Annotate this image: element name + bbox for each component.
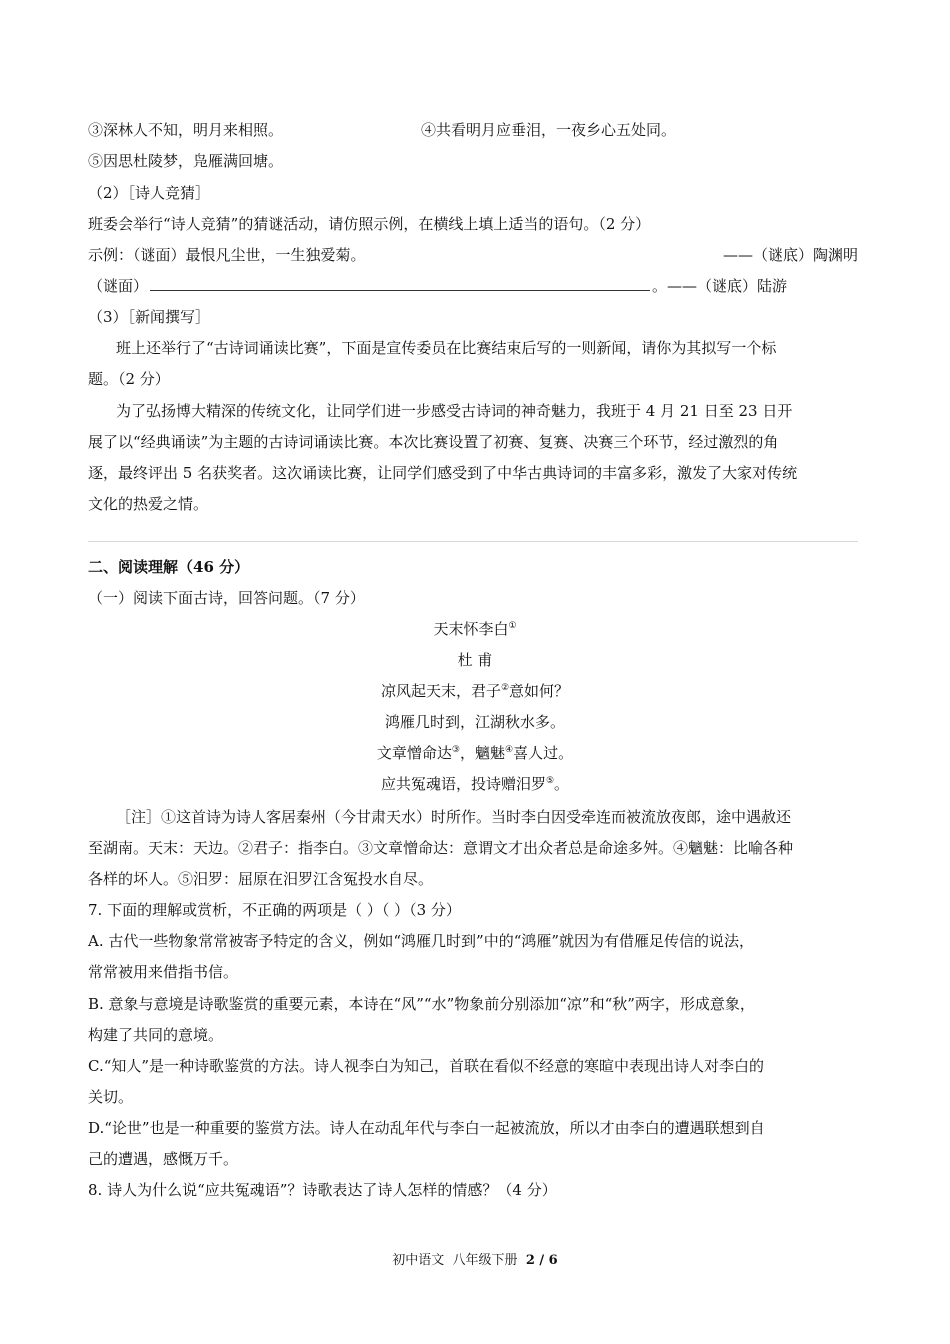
option-a-1: A. 古代一些物象常常被寄予特定的含义，例如“鸿雁几时到”中的“鸿雁”就因为有借雁足传信的说法， — [88, 932, 755, 950]
news-heading: （3）［新闻撰写］ — [88, 308, 211, 326]
guess-blank-answer: 。——（谜底）陆游 — [652, 277, 788, 295]
note-mark: ② — [500, 683, 510, 693]
guess-blank-row — [88, 276, 787, 296]
poem-line-5: ⑤因思杜陵梦，凫雁满回塘。 — [88, 152, 284, 170]
poem-line-3: ③深林人不知，明月来相照。 — [88, 121, 284, 139]
verse-text: ，魑魅 — [459, 744, 505, 762]
option-c-2: 关切。 — [88, 1088, 134, 1106]
guess-blank-label: （谜面） — [88, 277, 149, 295]
option-c-1: C.“知人”是一种诗歌鉴赏的方法。诗人视李白为知己，首联在看似不经意的寒暄中表现出诗人对李白的 — [88, 1057, 765, 1075]
guess-example: 示例：（谜面）最恨凡尘世，一生独爱菊。 — [88, 246, 366, 264]
poem-line-4: ④共看明月应垂泪，一夜乡心五处同。 — [421, 121, 677, 139]
notes-3: 各样的坏人。⑤汨罗：屈原在汨罗江含冤投水自尽。 — [88, 870, 434, 888]
question-7: 7. 下面的理解或赏析，不正确的两项是（ ）（ ）（3 分） — [88, 901, 461, 919]
note-mark: ⑤ — [545, 776, 555, 786]
verse-text: 凉风起天末，君子 — [380, 682, 501, 700]
answer-blank-line[interactable] — [150, 276, 650, 291]
question-8: 8. 诗人为什么说“应共冤魂语”？诗歌表达了诗人怎样的情感？（4 分） — [88, 1181, 557, 1199]
option-d-2: 己的遭遇，感慨万千。 — [88, 1150, 239, 1168]
page-number: 2 / 6 — [525, 1253, 558, 1268]
option-b-2: 构建了共同的意境。 — [88, 1026, 224, 1044]
guess-instruction: 班委会举行“诗人竞猜”的猜谜活动，请仿照示例，在横线上填上适当的语句。（2 分） — [88, 215, 651, 233]
option-a-2: 常常被用来借指书信。 — [88, 963, 239, 981]
footer-label: 初中语文 八年级下册 — [392, 1253, 526, 1268]
poem-verse-4 — [0, 774, 950, 794]
news-body-4: 文化的热爱之情。 — [88, 495, 209, 513]
verse-text: 意如何？ — [509, 682, 570, 700]
poem-verse-1 — [0, 681, 950, 701]
poem-title — [0, 619, 950, 639]
notes-1: ［注］①这首诗为诗人客居秦州（今甘肃天水）时所作。当时李白因受牵连而被流放夜郎，途中遇赦还 — [116, 808, 792, 826]
verse-text: 文章憎命达 — [376, 744, 452, 762]
verse-text: 应共冤魂语，投诗赠汨罗 — [380, 775, 546, 793]
note-mark: ④ — [505, 745, 514, 755]
guess-example-answer: ——（谜底）陶渊明 — [722, 246, 858, 264]
news-instruction-2: 题。（2 分） — [88, 370, 170, 388]
section-divider — [88, 541, 858, 542]
news-instruction-1: 班上还举行了“古诗词诵读比赛”，下面是宣传委员在比赛结束后写的一则新闻，请你为其拟写一个标 — [116, 339, 777, 357]
poem-verse-3 — [0, 743, 950, 763]
note-mark: ③ — [451, 745, 460, 755]
poem-title-text: 天末怀李白 — [433, 620, 509, 638]
verse-text: 喜人过。 — [513, 744, 574, 762]
news-body-1: 为了弘扬博大精深的传统文化，让同学们进一步感受古诗词的神奇魅力，我班于 4 月 21 日至 23 日开 — [116, 402, 793, 420]
option-b-1: B. 意象与意境是诗歌鉴赏的重要元素，本诗在“风”“水”物象前分别添加“凉”和“秋”两字，形成意象， — [88, 995, 755, 1013]
section2-title: 二、阅读理解（46 分） — [88, 558, 250, 576]
note-mark: ① — [508, 621, 517, 631]
poem-author: 杜 甫 — [457, 651, 493, 669]
page-footer — [0, 1249, 950, 1268]
guess-heading: （2）［诗人竞猜］ — [88, 184, 211, 202]
news-body-3: 逐，最终评出 5 名获奖者。这次诵读比赛，让同学们感受到了中华古典诗词的丰富多彩，激发了大家对传统 — [88, 464, 798, 482]
section2-part1: （一）阅读下面古诗，回答问题。（7 分） — [88, 589, 365, 607]
notes-2: 至湖南。天末：天边。②君子：指李白。③文章憎命达：意谓文才出众者总是命途多舛。④魑魅：比喻各种 — [88, 839, 794, 857]
verse-text: 。 — [554, 775, 570, 793]
poem-verse-2: 鸿雁几时到，江湖秋水多。 — [384, 713, 565, 731]
news-body-2: 展了以“经典诵读”为主题的古诗词诵读比赛。本次比赛设置了初赛、复赛、决赛三个环节，经过激烈的角 — [88, 433, 779, 451]
option-d-1: D.“论世”也是一种重要的鉴赏方法。诗人在动乱年代与李白一起被流放，所以才由李白的遭遇联想到自 — [88, 1119, 765, 1137]
